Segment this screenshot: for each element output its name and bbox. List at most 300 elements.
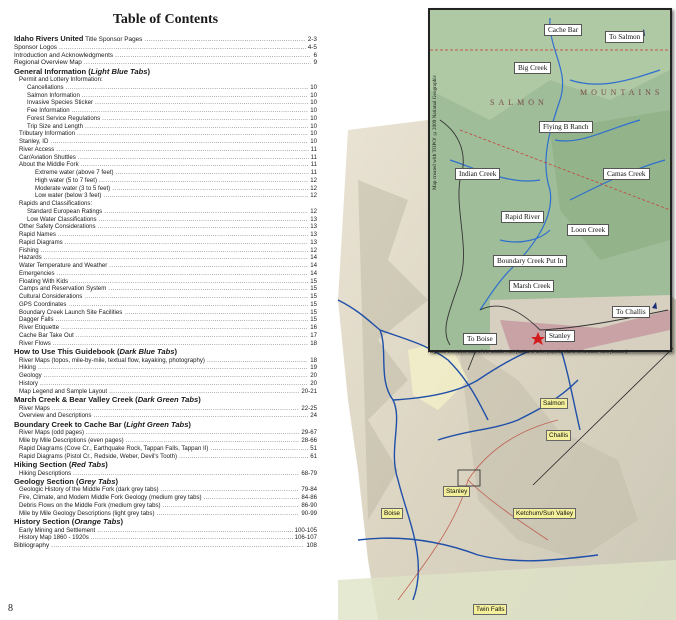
dot-leader [58,231,308,239]
toc-entry-text: Rapids and Classifications: [19,200,93,208]
toc-entry-label [14,59,82,67]
toc-entry-text: Geologic History of the Middle Fork (dark grey tabs) [19,486,159,494]
toc-entry-text: Tributary Information [19,130,75,138]
toc-page-number: 14 [310,262,317,270]
toc-page-number: 12 [310,184,317,192]
toc-entry-text: Extreme water (above 7 feet) [35,169,114,177]
label-loon-creek: Loon Creek [567,224,609,236]
toc-entry-text: Introduction and Acknowledgments [14,51,114,59]
dot-leader [112,185,308,193]
dot-leader [65,239,309,247]
inset-map-graphic [430,10,670,350]
dot-leader [204,494,300,502]
toc-entry [14,146,317,154]
toc-page-number: 29-67 [301,429,317,437]
label-rapid-river: Rapid River [501,211,544,223]
toc-entry-text: Camps and Reservation System [19,285,107,293]
dot-leader [73,470,299,478]
section-title: Boundary Creek to Cache Bar ( [14,420,127,430]
toc-entry-text: Other Safety Considerations [19,223,96,231]
toc-entry [14,123,317,131]
dot-leader [50,138,308,146]
toc-entry [14,239,317,247]
dot-leader [109,388,299,396]
toc-entry [14,130,317,138]
toc-page-number: 20 [310,379,317,387]
toc-entry-label [19,494,202,502]
toc-entry-text: Boundary Creek Launch Site Facilities [19,308,123,316]
toc-entry-label [19,527,95,535]
toc-page-number: 6 [313,51,317,59]
toc-page-number: 9 [313,59,317,67]
toc-page-number: 13 [310,223,317,231]
toc-page-number: 106-107 [294,534,317,542]
toc-entry-label [35,192,101,200]
toc-entry-text: Cancellations [27,83,64,91]
toc-page-number: 108 [306,542,317,550]
toc-page-number: 15 [310,308,317,316]
toc-entry [14,301,317,309]
toc-entry-text: Geology [19,372,42,380]
toc-page-number: 10 [310,122,317,130]
toc-entry-label [14,67,150,76]
toc-entry-bold: Idaho Rivers United [14,34,84,43]
dot-leader [41,247,309,255]
toc-page-number: 18 [310,339,317,347]
toc-entry-label [19,510,154,518]
toc-entry [14,324,317,332]
toc-entry-label [19,200,92,208]
dot-leader [76,332,308,340]
tab-color: Light Blue Tabs [90,67,148,76]
label-flying-b-ranch: Flying B Ranch [539,121,593,133]
section-title: March Creek & Bear Valley Creek ( [14,395,138,405]
toc-page-number: 12 [310,207,317,215]
toc-entry [14,138,317,146]
tab-color: Orange Tabs [74,517,121,527]
toc-section-heading [14,395,317,404]
dot-leader [84,59,312,67]
dot-leader [56,316,309,324]
label-marsh-creek: Marsh Creek [509,280,554,292]
toc-entry-text: Rapid Names [19,231,56,239]
toc-section-heading [14,477,317,486]
toc-entry-text: Invasive Species Sticker [27,99,94,107]
label-boise: Boise [381,508,403,519]
section-title-close: ) [115,477,118,487]
toc-entry-label [19,380,38,388]
toc-page-number: 13 [310,238,317,246]
toc-page-number: 18 [310,356,317,364]
toc-entry-text: Overview and Descriptions [19,412,92,420]
dot-leader [68,301,308,309]
toc-entry-label [19,301,66,309]
toc-entry-label [27,92,80,100]
dot-leader [77,130,308,138]
toc-page-number: 17 [310,331,317,339]
toc-page-number: 15 [310,300,317,308]
dot-leader [124,309,308,317]
toc-entry-label [19,254,42,262]
toc-page-number: 14 [310,269,317,277]
dot-leader [56,146,308,154]
toc-entry [14,44,317,52]
toc-entry-label [19,502,161,510]
toc-entry [14,208,317,216]
toc-entry-label [27,123,83,131]
page-number: 8 [8,603,13,614]
toc-entry-label [27,99,93,107]
label-challis: Challis [546,430,571,441]
label-boundary-creek-put-in: Boundary Creek Put In [493,255,567,267]
toc-page-number: 15 [310,285,317,293]
dot-leader [40,380,308,388]
toc-page-number: 10 [310,83,317,91]
toc-entry-text: Rapid Diagrams (Cove Cr., Earthquake Rock, Tappan Falls, Tappan II) [19,444,209,452]
toc-entry-text: Low water (below 3 feet) [35,192,102,200]
toc-entry-label [19,364,36,372]
toc-entry-label [19,138,48,146]
dot-leader [66,84,309,92]
toc-entry [14,262,317,270]
toc-entry-label [19,332,74,340]
toc-page-number: 24 [310,412,317,420]
toc-entry-label [19,357,205,365]
toc-page-number: 28-66 [301,437,317,445]
toc-entry-text: Mile by Mile Descriptions (even pages) [19,437,124,445]
toc-entry [14,364,317,372]
toc-entry [14,52,317,60]
toc-entry [14,510,317,518]
dot-leader [61,324,308,332]
toc-entry-text: Fire, Climate, and Modern Middle Fork Geology (medium grey tabs) [19,494,202,502]
toc-entry-text: Dagger Falls [19,316,54,324]
toc-entry-label [19,534,89,542]
toc-entry [14,437,317,445]
dot-leader [51,542,304,550]
map-credit: Map created with TOPO! ©2009 National Geographic [432,74,438,190]
dot-leader [98,223,309,231]
dot-leader [156,510,299,518]
toc-entry-label [19,231,56,239]
dot-leader [44,254,309,262]
section-title-close: ) [188,420,191,430]
toc-entry-text: Rapid Diagrams [19,238,63,246]
toc-entry [14,486,317,494]
toc-entry [14,316,317,324]
toc-entry [14,285,317,293]
svg-text:MOUNTAINS: MOUNTAINS [580,88,664,97]
toc-page-number: 13 [310,215,317,223]
toc-entry-text: Fishing [19,246,39,254]
toc-entry-text: River Flows [19,339,51,347]
dot-leader [59,44,306,52]
dot-leader [70,278,308,286]
toc-page-number: 12 [310,176,317,184]
dot-leader [99,216,309,224]
toc-entry [14,388,317,396]
dot-leader [93,412,308,420]
toc-entry-text: River Access [19,145,55,153]
toc-entry-label [19,293,82,301]
toc-entry-label [19,486,159,494]
toc-entry [14,429,317,437]
toc-entry-text: River Maps (odd pages) [19,429,85,437]
toc-page-number: 15 [310,316,317,324]
dot-leader [161,486,300,494]
toc-entry [14,332,317,340]
toc-entry-label [19,429,84,437]
dot-leader [103,192,308,200]
section-title-close: ) [174,347,178,357]
section-title: How to Use This Guidebook ( [14,347,120,357]
toc-page-number: 84-86 [301,494,317,502]
toc-entry-label [14,347,177,356]
toc-section-heading [14,347,317,356]
toc-entry-label [19,285,106,293]
toc-page-number: 61 [310,452,317,460]
dot-leader [72,107,309,115]
toc-entry-text: Emergencies [19,269,55,277]
toc-entry-label [19,437,124,445]
toc-entry-label [19,309,122,317]
inset-caption: Regional Overview Map of the Middle Fork (top) and other popular Idaho whitewater runs (bottom). [428,349,629,354]
toc-entry [14,200,317,208]
toc-section-heading [14,420,317,429]
toc-page-number: 15 [310,277,317,285]
toc-entry-text: Car/Aviation Shuttles [19,153,76,161]
toc-entry [14,247,317,255]
toc-entry-label [19,154,76,162]
toc-entry [14,59,317,67]
toc-entry-text: Cultural Considerations [19,293,83,301]
toc-entry-text: Sponsor Logos [14,43,57,51]
tab-color: Dark Green Tabs [137,395,199,405]
toc-entry [14,35,317,44]
toc-entry [14,169,317,177]
toc-page-number: 11 [310,169,317,177]
toc-entry [14,278,317,286]
toc-page-number: 2-3 [307,36,317,43]
toc-page-number: 100-105 [294,526,317,534]
toc-entry-label [19,161,79,169]
toc-entry-text: Regional Overview Map [14,59,82,67]
toc-entry-label [19,372,42,380]
label-to-boise: To Boise [463,333,497,345]
toc-entry [14,154,317,162]
toc-entry-text: Hiking Descriptions [19,469,72,477]
toc-entry [14,99,317,107]
tab-color: Dark Blue Tabs [119,347,175,357]
section-title: Geology Section ( [14,477,79,487]
label-to-salmon: To Salmon [605,31,644,43]
toc-entry-label [19,445,208,453]
toc-entry-label [19,270,55,278]
toc-entry-text: Low Water Classifications [27,215,97,223]
toc-entry [14,185,317,193]
toc-entry-label [14,420,191,429]
dot-leader [97,527,292,535]
toc-entry-label [14,542,49,550]
toc-entry-text: River Etiquette [19,324,59,332]
toc-entry-label [19,76,103,84]
toc-entry [14,412,317,420]
toc-entry-label [35,169,114,177]
toc-entry [14,192,317,200]
toc-entry-label [19,340,51,348]
toc-entry [14,534,317,542]
toc-page-number: 68-79 [301,469,317,477]
toc-entry-label [19,146,54,154]
toc-entry-label [14,395,201,404]
toc-title: Table of Contents [112,12,219,27]
toc-page-number: 20 [310,372,317,380]
toc-entry [14,309,317,317]
toc-page-number: 14 [310,254,317,262]
dot-leader [207,357,308,365]
dot-leader [53,340,308,348]
label-to-challis: To Challis [612,306,650,318]
label-salmon: Salmon [540,398,568,409]
toc-entry-text: Forest Service Regulations [27,114,101,122]
toc-page-number: 11 [310,153,317,161]
toc-entry-text: Cache Bar Take Out [19,331,74,339]
toc-entry [14,92,317,100]
toc-entry-text: Standard European Ratings [27,207,103,215]
toc-entry-text: Moderate water (3 to 5 feet) [35,184,111,192]
svg-text:SALMON: SALMON [490,98,548,107]
section-title: General Information ( [14,67,91,76]
toc-entry [14,270,317,278]
toc-entry-text: Map Legend and Sample Layout [19,387,108,395]
label-indian-creek: Indian Creek [455,168,500,180]
toc-page-number: 16 [310,324,317,332]
toc-page-number: 79-84 [301,486,317,494]
toc-entry-label [14,517,123,526]
toc-page-number: 10 [310,107,317,115]
toc-entry-text: GPS Coordinates [19,300,67,308]
toc-entry-label [19,130,75,138]
dot-leader [86,429,299,437]
toc-page-number: 10 [310,91,317,99]
toc-entry [14,340,317,348]
toc-page-number: 10 [310,130,317,138]
toc-entry-label [27,84,64,92]
toc-entry [14,107,317,115]
toc-entry-label [19,324,59,332]
toc-entry [14,84,317,92]
toc-entry [14,445,317,453]
toc-entry-text: Trip Size and Length [27,122,84,130]
dot-leader [104,208,308,216]
label-stanley: Stanley [443,486,470,497]
toc-entry-text: Floating With Kids [19,277,69,285]
tab-color: Grey Tabs [78,477,116,487]
inset-topo-map [428,8,672,352]
toc-entry [14,405,317,413]
dot-leader [52,405,300,413]
toc-section-heading [14,517,317,526]
toc-entry-label [19,278,68,286]
toc-page-number: 10 [310,99,317,107]
toc-entry-label [27,216,97,224]
toc-entry-label [35,185,110,193]
toc-page-number: 20-21 [301,387,317,395]
toc-entry-label [14,52,113,60]
toc-entry [14,223,317,231]
dot-leader [81,161,309,169]
toc-page-number: 10 [310,114,317,122]
tab-color: Light Green Tabs [126,420,189,430]
toc-entry-label [19,470,71,478]
toc-entry-text: Bibliography [14,542,50,550]
toc-entry [14,502,317,510]
toc-entry-label [27,107,70,115]
section-title-close: ) [105,460,108,470]
dot-leader [210,445,308,453]
toc-entry-text: Stanley, ID [19,138,49,146]
label-camas-creek: Camas Creek [603,168,650,180]
toc-entry-label [19,388,107,396]
toc-section-heading [14,67,317,76]
toc-page-number: 4-5 [307,43,317,51]
toc-entry-label [19,223,96,231]
toc-entry [14,380,317,388]
tab-color: Red Tabs [71,460,106,470]
label-big-creek: Big Creek [514,62,551,74]
toc-entry [14,357,317,365]
toc-list [14,35,317,550]
toc-entry-text: Title Sponsor Pages [83,36,143,43]
toc-entry-text: High water (5 to 7 feet) [35,176,97,184]
dot-leader [91,534,293,542]
dot-leader [144,36,305,44]
toc-entry-text: Early Mining and Settlement [19,526,96,534]
toc-entry-text: History Map 1860 - 1920s [19,534,89,542]
toc-entry [14,76,317,84]
toc-entry-text: Rapid Diagrams (Pistol Cr., Redside, Weber, Devil's Tooth) [19,452,178,460]
toc-page-number: 12 [310,192,317,200]
toc-entry-text: Fee Information [27,107,70,115]
toc-entry [14,453,317,461]
toc-entry-label [19,316,54,324]
toc-entry-label [19,247,39,255]
toc-entry [14,115,317,123]
toc-entry-text: Permit and Lottery Information: [19,76,103,84]
toc-entry [14,177,317,185]
toc-entry [14,293,317,301]
dot-leader [116,169,309,177]
toc-entry-label [19,262,107,270]
label-twin-falls: Twin Falls [473,604,507,615]
dot-leader [99,177,308,185]
toc-page-number: 86-90 [301,501,317,509]
toc-page-number: 19 [310,364,317,372]
toc-section-heading [14,460,317,469]
toc-entry-label [19,405,50,413]
toc-entry [14,494,317,502]
toc-entry-text: Debris Flows on the Middle Fork (medium grey tabs) [19,501,161,509]
toc-entry-label [27,208,102,216]
dot-leader [108,285,308,293]
toc-entry-text: River Maps [19,404,50,412]
dot-leader [115,52,311,60]
section-title-close: ) [198,395,201,405]
toc-entry-text: River Maps (topos, mile-by-mile, textual flow, kayaking, photography) [19,356,205,364]
toc-entry-text: Salmon Information [27,91,80,99]
toc-entry [14,254,317,262]
toc-entry-text: Hiking [19,364,36,372]
